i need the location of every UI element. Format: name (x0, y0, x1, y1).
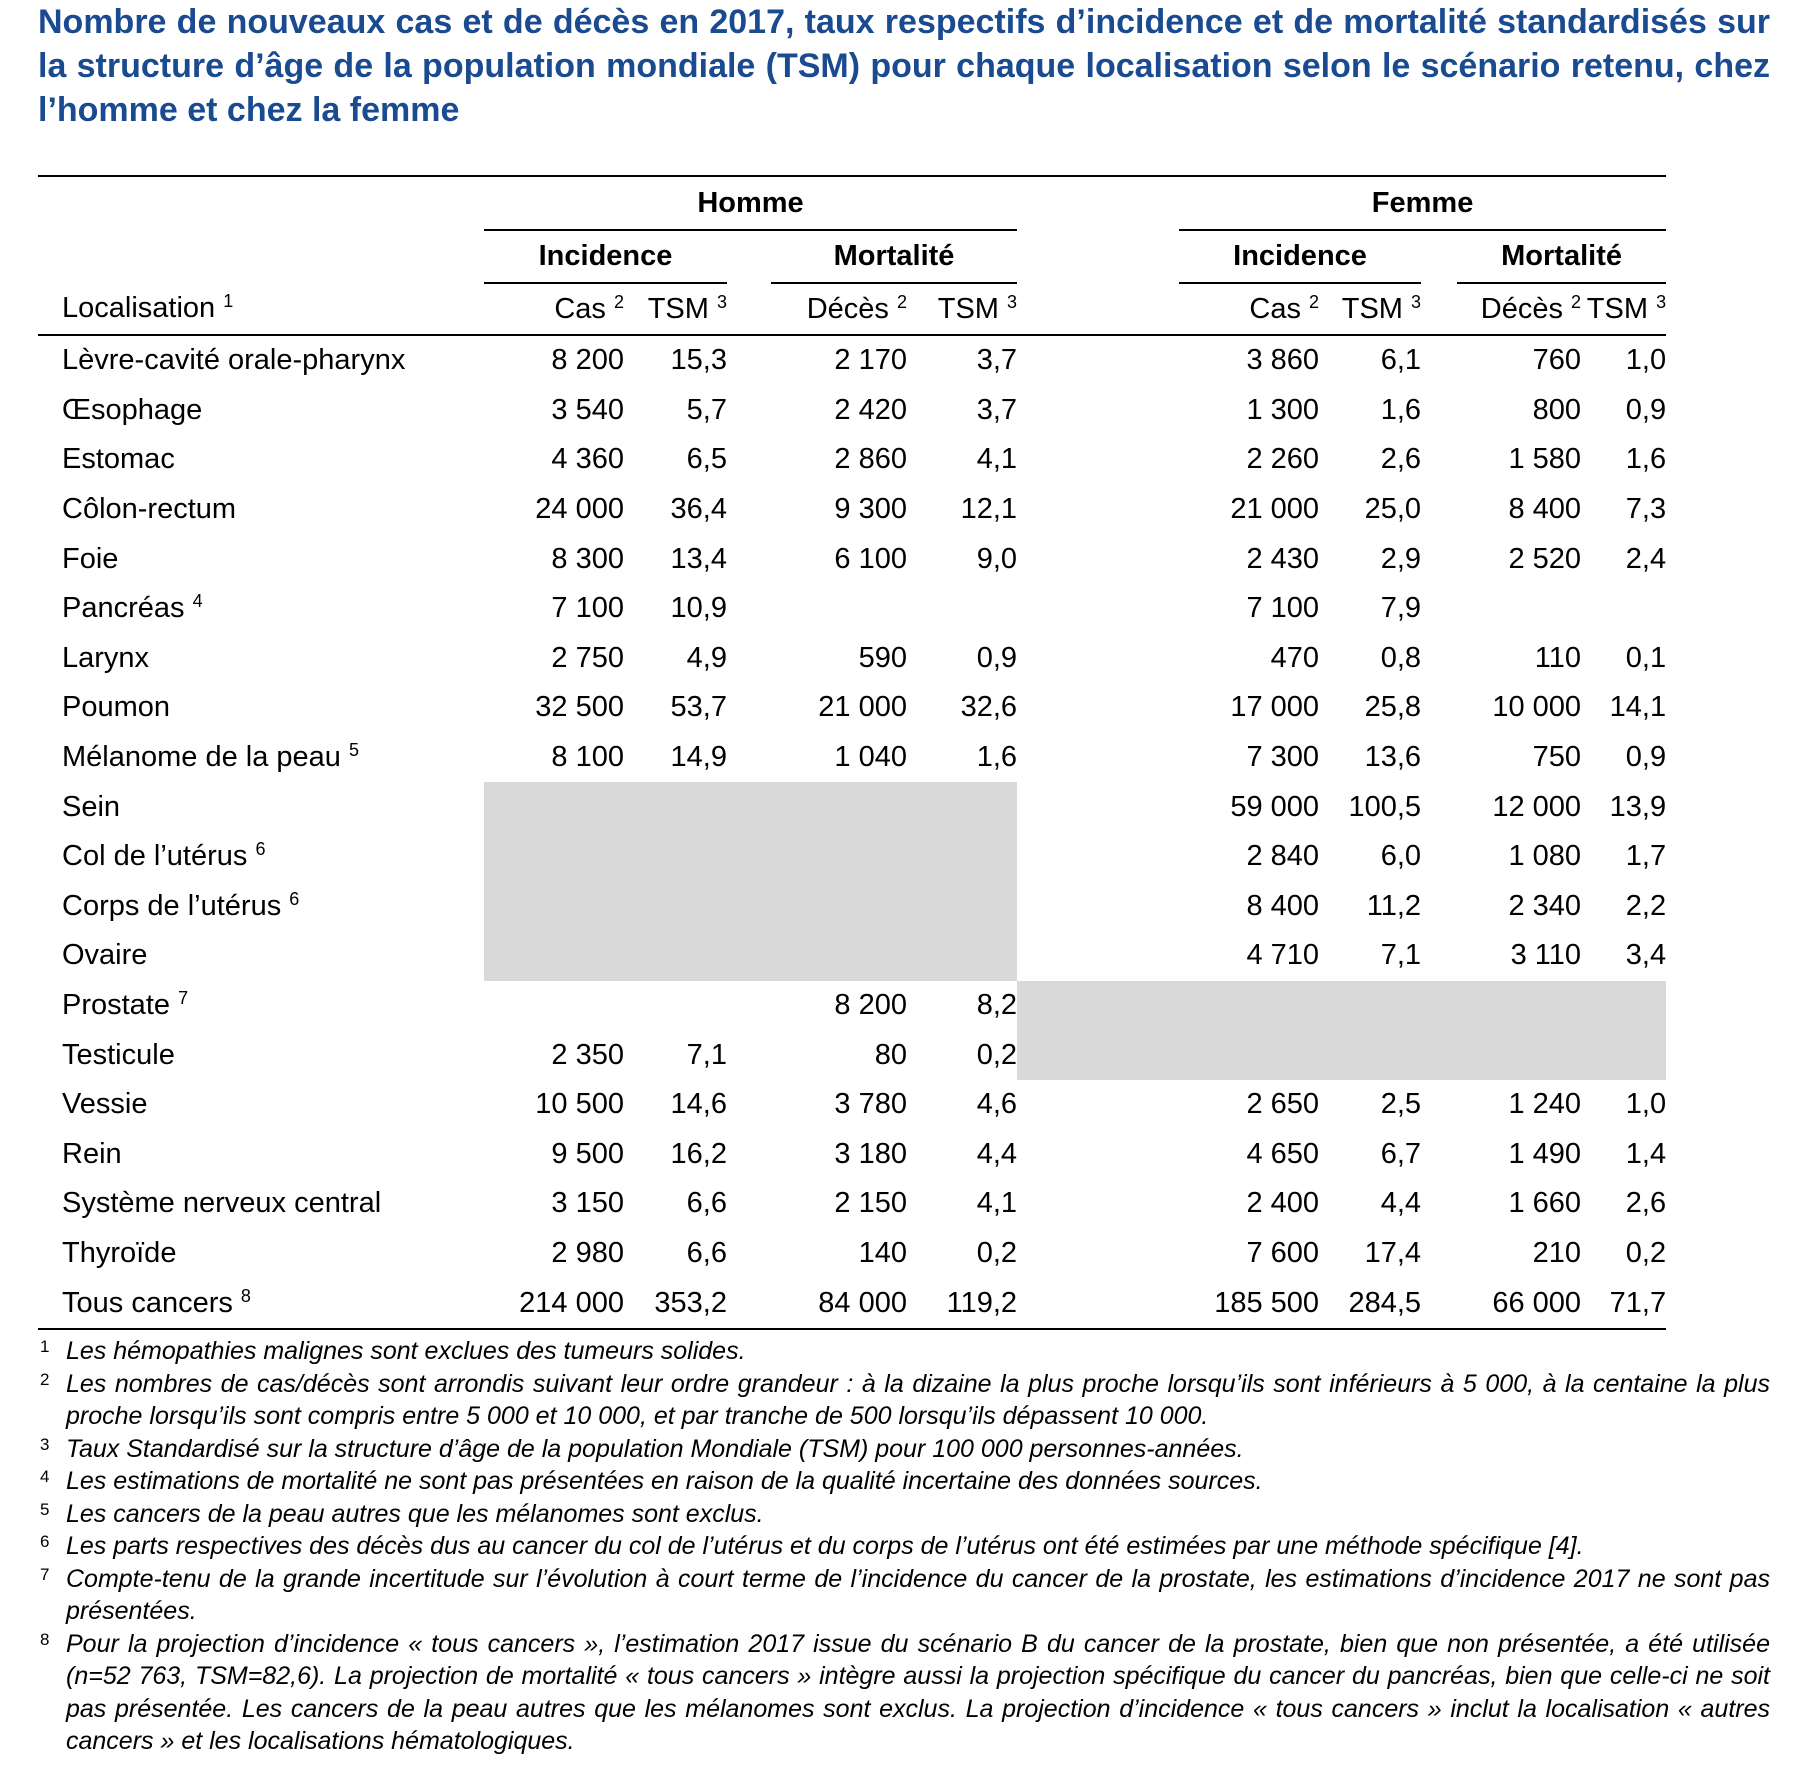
homme-tsm-incidence: 6,6 (686, 1187, 727, 1220)
femme-tsm-incidence: 25,0 (1364, 493, 1422, 526)
homme-deces: 2 170 (834, 344, 907, 377)
femme-tsm-incidence: 2,5 (1380, 1088, 1422, 1121)
footnotes (38, 1335, 1770, 1758)
femme-deces: 8 400 (1508, 493, 1582, 526)
footnote-text: Les hémopathies malignes sont exclues des tumeurs solides. (66, 1337, 746, 1365)
homme-cas: 2 980 (551, 1236, 624, 1269)
homme-cas: 8 100 (551, 741, 624, 774)
homme-tsm-incidence (624, 981, 727, 1031)
footnote-mark: 2 (40, 1369, 50, 1389)
femme-deces (1457, 584, 1581, 634)
homme-tsm-incidence: 6,5 (686, 443, 727, 476)
femme-tsm-incidence: 6,1 (1380, 344, 1422, 377)
femme-tsm-incidence: 1,6 (1380, 393, 1422, 426)
homme-deces: 140 (858, 1236, 907, 1269)
row-localisation: Œsophage (62, 393, 203, 426)
row-localisation: Sein (62, 790, 121, 823)
femme-tsm-incidence: 4,4 (1380, 1187, 1422, 1220)
homme-deces: 6 100 (834, 542, 907, 575)
femme-tsm-mortalite: 0,1 (1625, 641, 1667, 674)
homme-tsm-incidence: 15,3 (670, 344, 727, 377)
homme-cas: 32 500 (535, 691, 624, 724)
femme-tsm-mortalite: 14,1 (1609, 691, 1667, 724)
row-localisation: Estomac (62, 443, 175, 476)
femme-cas: 3 860 (1246, 344, 1320, 377)
table-row (38, 882, 1666, 932)
homme-tsm-incidence: 14,9 (670, 741, 727, 774)
footnote (38, 1530, 1770, 1563)
femme-tsm-mortalite: 2,4 (1625, 542, 1667, 575)
femme-cas: 470 (1270, 641, 1320, 674)
homme-cas: 2 350 (551, 1038, 624, 1071)
homme-cas: 24 000 (535, 493, 624, 526)
homme-deces (771, 782, 907, 832)
femme-deces: 66 000 (1492, 1286, 1582, 1319)
header-tsm: TSM $^3$ (1586, 291, 1667, 325)
footnote-mark: 7 (40, 1564, 50, 1584)
femme-cas: 4 710 (1246, 939, 1320, 972)
femme-cas: 59 000 (1230, 790, 1320, 823)
femme-tsm-incidence: 7,1 (1380, 939, 1422, 972)
header-cas: Cas $^2$ (1249, 291, 1320, 325)
row-localisation: Testicule (62, 1038, 175, 1071)
femme-deces: 800 (1532, 393, 1582, 426)
femme-tsm-mortalite: 13,9 (1609, 790, 1667, 823)
homme-deces: 2 420 (834, 393, 907, 426)
row-localisation: Ovaire (62, 939, 148, 972)
header-femme: Femme (1179, 176, 1666, 230)
homme-tsm-incidence: 53,7 (670, 691, 727, 724)
row-localisation: Foie (62, 542, 119, 575)
row-localisation: Poumon (62, 691, 171, 724)
femme-deces: 1 580 (1508, 443, 1582, 476)
row-localisation: Mélanome de la peau $^5$ (62, 740, 359, 774)
femme-cas: 7 300 (1246, 741, 1320, 774)
table-row (38, 782, 1666, 832)
footnote-mark: 3 (40, 1434, 50, 1454)
row-localisation: Corps de l’utérus $^6$ (62, 888, 300, 922)
footnote-mark: 1 (40, 1337, 50, 1356)
table-row (38, 733, 1666, 783)
row-localisation: Lèvre-cavité orale-pharynx (62, 344, 406, 377)
footnote-text: Les nombres de cas/décès sont arrondis suivant leur ordre grandeur : à la dizaine la plus proche lorsqu’ils sont inférieurs à 5 000, à la centaine la plus proche lorsqu’ils sont compris entre 5 000 et 10 000, et par tranche de 500 lorsqu’ils dépassent 10 000. (66, 1369, 1770, 1430)
femme-tsm-incidence: 11,2 (1366, 889, 1422, 922)
header-localisation: Localisation $^1$ (62, 291, 234, 324)
homme-cas: 9 500 (551, 1137, 624, 1170)
homme-tsm-mortalite (907, 882, 1017, 932)
femme-deces: 210 (1532, 1236, 1582, 1269)
femme-tsm-incidence: 7,9 (1380, 592, 1422, 625)
homme-tsm-mortalite: 4,4 (976, 1137, 1018, 1170)
footnote-mark: 5 (40, 1499, 50, 1519)
femme-deces: 1 240 (1508, 1088, 1582, 1121)
header-tsm: TSM $^3$ (1341, 291, 1422, 325)
homme-tsm-mortalite (907, 782, 1017, 832)
femme-deces: 1 080 (1508, 840, 1582, 873)
femme-cas: 4 650 (1246, 1137, 1320, 1170)
homme-deces: 80 (874, 1038, 907, 1071)
row-localisation: Système nerveux central (62, 1187, 382, 1220)
femme-tsm-mortalite (1581, 981, 1666, 1031)
row-localisation: Col de l’utérus $^6$ (62, 839, 266, 873)
homme-tsm-mortalite: 8,2 (976, 989, 1018, 1022)
homme-cas (484, 981, 624, 1031)
femme-deces: 110 (1534, 641, 1582, 674)
footnote-mark: 4 (40, 1467, 50, 1486)
table-row (38, 485, 1666, 535)
femme-tsm-incidence: 13,6 (1364, 741, 1422, 774)
homme-tsm-incidence (624, 931, 727, 981)
homme-tsm-incidence: 16,2 (670, 1137, 727, 1170)
homme-tsm-mortalite: 32,6 (960, 691, 1018, 724)
femme-deces: 12 000 (1492, 790, 1582, 823)
table-row (38, 1179, 1666, 1229)
homme-deces (771, 584, 907, 634)
homme-tsm-incidence: 7,1 (686, 1038, 727, 1071)
homme-cas: 8 300 (551, 542, 624, 575)
femme-cas: 17 000 (1230, 691, 1320, 724)
footnote-mark: 8 (40, 1629, 50, 1649)
table-row (38, 335, 1666, 386)
femme-cas (1179, 1030, 1319, 1080)
homme-tsm-mortalite: 3,7 (976, 393, 1018, 426)
femme-deces: 760 (1532, 344, 1582, 377)
femme-tsm-mortalite: 1,4 (1625, 1137, 1667, 1170)
femme-tsm-mortalite (1581, 584, 1666, 634)
table-row (38, 1080, 1666, 1130)
homme-tsm-mortalite: 0,2 (976, 1236, 1018, 1269)
homme-tsm-mortalite (907, 931, 1017, 981)
homme-cas (484, 832, 624, 882)
header-deces: Décès $^2$ (1480, 291, 1582, 325)
table-row (38, 683, 1666, 733)
footnote (38, 1335, 1770, 1368)
femme-tsm-incidence: 6,7 (1380, 1137, 1422, 1170)
homme-tsm-incidence: 14,6 (670, 1088, 727, 1121)
femme-cas: 8 400 (1246, 889, 1320, 922)
homme-cas: 4 360 (551, 443, 624, 476)
footnote-text: Les cancers de la peau autres que les mélanomes sont exclus. (66, 1499, 764, 1528)
homme-tsm-incidence: 5,7 (686, 393, 727, 426)
femme-tsm-mortalite: 1,6 (1625, 443, 1667, 476)
femme-cas: 7 600 (1246, 1236, 1320, 1269)
femme-deces: 10 000 (1492, 691, 1582, 724)
femme-tsm-mortalite (1581, 1030, 1666, 1080)
table-row (38, 584, 1666, 634)
femme-tsm-mortalite: 2,6 (1625, 1187, 1667, 1220)
header-tsm: TSM $^3$ (937, 291, 1018, 325)
homme-deces: 8 200 (834, 989, 907, 1022)
header-cas: Cas $^2$ (554, 291, 624, 325)
row-localisation: Thyroïde (62, 1236, 177, 1269)
homme-cas: 214 000 (519, 1286, 624, 1319)
homme-tsm-mortalite (907, 832, 1017, 882)
footnote-text: Les estimations de mortalité ne sont pas présentées en raison de la qualité incertaine des données sources. (66, 1467, 1263, 1495)
homme-tsm-mortalite: 119,2 (946, 1286, 1018, 1319)
femme-cas: 2 400 (1246, 1187, 1320, 1220)
table-row (38, 435, 1666, 485)
femme-cas: 21 000 (1230, 493, 1320, 526)
table-row (38, 634, 1666, 684)
header-femme-incidence: Incidence (1179, 230, 1421, 283)
femme-cas: 1 300 (1246, 393, 1320, 426)
homme-cas (484, 931, 624, 981)
homme-cas (484, 782, 624, 832)
table-row (38, 534, 1666, 584)
row-localisation: Rein (62, 1137, 122, 1170)
femme-tsm-mortalite: 0,2 (1625, 1236, 1667, 1269)
femme-tsm-mortalite: 71,7 (1609, 1286, 1667, 1319)
table-row (38, 832, 1666, 882)
femme-deces: 3 110 (1510, 939, 1582, 972)
homme-tsm-incidence: 13,4 (670, 542, 727, 575)
homme-tsm-incidence: 353,2 (654, 1286, 727, 1319)
femme-tsm-incidence: 17,4 (1364, 1236, 1422, 1269)
homme-deces: 9 300 (834, 493, 907, 526)
homme-deces: 84 000 (818, 1286, 907, 1319)
footnote-text: Compte-tenu de la grande incertitude sur l’évolution à court terme de l’incidence du cancer de la prostate, les estimations d’incidence 2017 ne sont pas présentées. (66, 1564, 1770, 1625)
femme-tsm-incidence: 0,8 (1380, 641, 1422, 674)
homme-tsm-incidence (624, 782, 727, 832)
femme-cas: 185 500 (1214, 1286, 1320, 1319)
header-femme-mortalite: Mortalité (1457, 230, 1666, 283)
row-localisation: Prostate $^7$ (62, 988, 189, 1022)
femme-cas: 2 430 (1246, 542, 1320, 575)
homme-tsm-mortalite: 4,1 (976, 1187, 1018, 1220)
femme-tsm-incidence: 284,5 (1348, 1286, 1422, 1319)
femme-tsm-incidence (1319, 981, 1421, 1031)
homme-tsm-mortalite (907, 584, 1017, 634)
footnote-text: Pour la projection d’incidence « tous cancers », l’estimation 2017 issue du scénario B du cancer de la prostate, bien que non présentée, a été utilisée (n=52 763, TSM=82,6). La projection de mortalité « tous cancers » intègre aussi la projection spécifique du cancer du pancréas, bien que celle-ci ne soit pas présentée. Les cancers de la peau autres que les mélanomes sont exclus. La projection d’incidence « tous cancers » inclut la localisation « autres cancers » et les localisations hématologiques. (66, 1629, 1770, 1755)
footnote (38, 1433, 1770, 1466)
homme-deces (771, 832, 907, 882)
homme-tsm-mortalite: 4,6 (976, 1088, 1018, 1121)
femme-cas: 2 840 (1246, 840, 1320, 873)
homme-deces (771, 931, 907, 981)
header-tsm: TSM $^3$ (647, 291, 727, 325)
header-homme-mortalite: Mortalité (771, 230, 1017, 283)
femme-deces: 2 520 (1508, 542, 1582, 575)
table-row (38, 1130, 1666, 1180)
femme-deces: 2 340 (1508, 889, 1582, 922)
homme-deces: 3 180 (834, 1137, 907, 1170)
homme-deces: 21 000 (818, 691, 907, 724)
femme-tsm-incidence (1319, 1030, 1421, 1080)
femme-cas (1179, 981, 1319, 1031)
row-localisation: Vessie (62, 1088, 148, 1121)
footnote (38, 1563, 1770, 1628)
femme-tsm-incidence: 2,6 (1380, 443, 1422, 476)
femme-tsm-mortalite: 1,0 (1625, 344, 1667, 377)
femme-cas: 7 100 (1246, 592, 1320, 625)
homme-tsm-incidence: 36,4 (670, 493, 727, 526)
femme-cas: 2 260 (1246, 443, 1320, 476)
femme-deces: 1 660 (1508, 1187, 1582, 1220)
table-row (38, 386, 1666, 436)
table-row (38, 1278, 1666, 1329)
table-row (38, 931, 1666, 981)
femme-cas: 2 650 (1246, 1088, 1320, 1121)
row-localisation: Larynx (62, 641, 150, 674)
cancer-table (38, 175, 1666, 1330)
femme-deces: 750 (1532, 741, 1582, 774)
homme-tsm-mortalite: 0,2 (976, 1038, 1018, 1071)
homme-tsm-incidence: 6,6 (686, 1236, 727, 1269)
femme-tsm-incidence: 2,9 (1380, 542, 1422, 575)
homme-tsm-incidence: 4,9 (686, 641, 727, 674)
femme-tsm-mortalite: 3,4 (1625, 939, 1667, 972)
femme-tsm-mortalite: 2,2 (1625, 889, 1667, 922)
footnote (38, 1498, 1770, 1531)
page-title: Nombre de nouveaux cas et de décès en 2017, taux respectifs d’incidence et de mortalité standardisés sur la structure d’âge de la population mondiale (TSM) pour chaque localisation selon le scénario retenu, chez l’homme et chez la femme (38, 3, 1770, 129)
homme-deces: 2 150 (834, 1187, 907, 1220)
femme-tsm-incidence: 100,5 (1348, 790, 1422, 823)
homme-tsm-mortalite: 9,0 (976, 542, 1018, 575)
homme-deces: 2 860 (834, 443, 907, 476)
table-row (38, 1229, 1666, 1279)
row-localisation: Côlon-rectum (62, 493, 237, 526)
homme-deces (771, 882, 907, 932)
femme-deces: 1 490 (1508, 1137, 1582, 1170)
homme-cas (484, 882, 624, 932)
homme-cas: 3 540 (551, 393, 624, 426)
header-homme-incidence: Incidence (484, 230, 727, 283)
femme-tsm-incidence: 6,0 (1380, 840, 1422, 873)
footnote (38, 1368, 1770, 1433)
homme-cas: 2 750 (551, 641, 624, 674)
femme-deces (1457, 981, 1581, 1031)
femme-tsm-mortalite: 0,9 (1625, 741, 1667, 774)
homme-cas: 10 500 (535, 1088, 624, 1121)
footnote-text: Taux Standardisé sur la structure d’âge de la population Mondiale (TSM) pour 100 000 personnes-années. (66, 1434, 1244, 1463)
femme-deces (1457, 1030, 1581, 1080)
header-homme: Homme (484, 176, 1017, 230)
femme-tsm-mortalite: 0,9 (1625, 393, 1667, 426)
homme-tsm-incidence (624, 832, 727, 882)
row-localisation: Tous cancers $^8$ (62, 1285, 251, 1319)
femme-tsm-mortalite: 1,0 (1625, 1088, 1667, 1121)
homme-tsm-incidence (624, 882, 727, 932)
table-row (38, 1030, 1666, 1080)
header-deces: Décès $^2$ (806, 291, 907, 325)
femme-tsm-mortalite: 1,7 (1625, 840, 1667, 873)
homme-tsm-mortalite: 1,6 (976, 741, 1018, 774)
footnote-text: Les parts respectives des décès dus au cancer du col de l’utérus et du corps de l’utérus ont été estimées par une méthode spécifique [4]. (66, 1532, 1584, 1560)
femme-tsm-incidence: 25,8 (1364, 691, 1422, 724)
footnote-mark: 6 (40, 1532, 50, 1551)
homme-tsm-mortalite: 0,9 (976, 641, 1018, 674)
row-localisation: Pancréas $^4$ (62, 591, 203, 625)
homme-deces: 3 780 (834, 1088, 907, 1121)
homme-cas: 3 150 (551, 1187, 624, 1220)
homme-cas: 8 200 (551, 344, 624, 377)
table-row (38, 981, 1666, 1031)
homme-tsm-mortalite: 12,1 (960, 493, 1018, 526)
footnote (38, 1465, 1770, 1498)
homme-cas: 7 100 (551, 592, 624, 625)
homme-tsm-mortalite: 3,7 (976, 344, 1018, 377)
femme-tsm-mortalite: 7,3 (1625, 493, 1667, 526)
homme-deces: 1 040 (834, 741, 907, 774)
homme-tsm-mortalite: 4,1 (976, 443, 1018, 476)
homme-deces: 590 (858, 641, 907, 674)
footnote (38, 1628, 1770, 1758)
homme-tsm-incidence: 10,9 (670, 592, 727, 625)
